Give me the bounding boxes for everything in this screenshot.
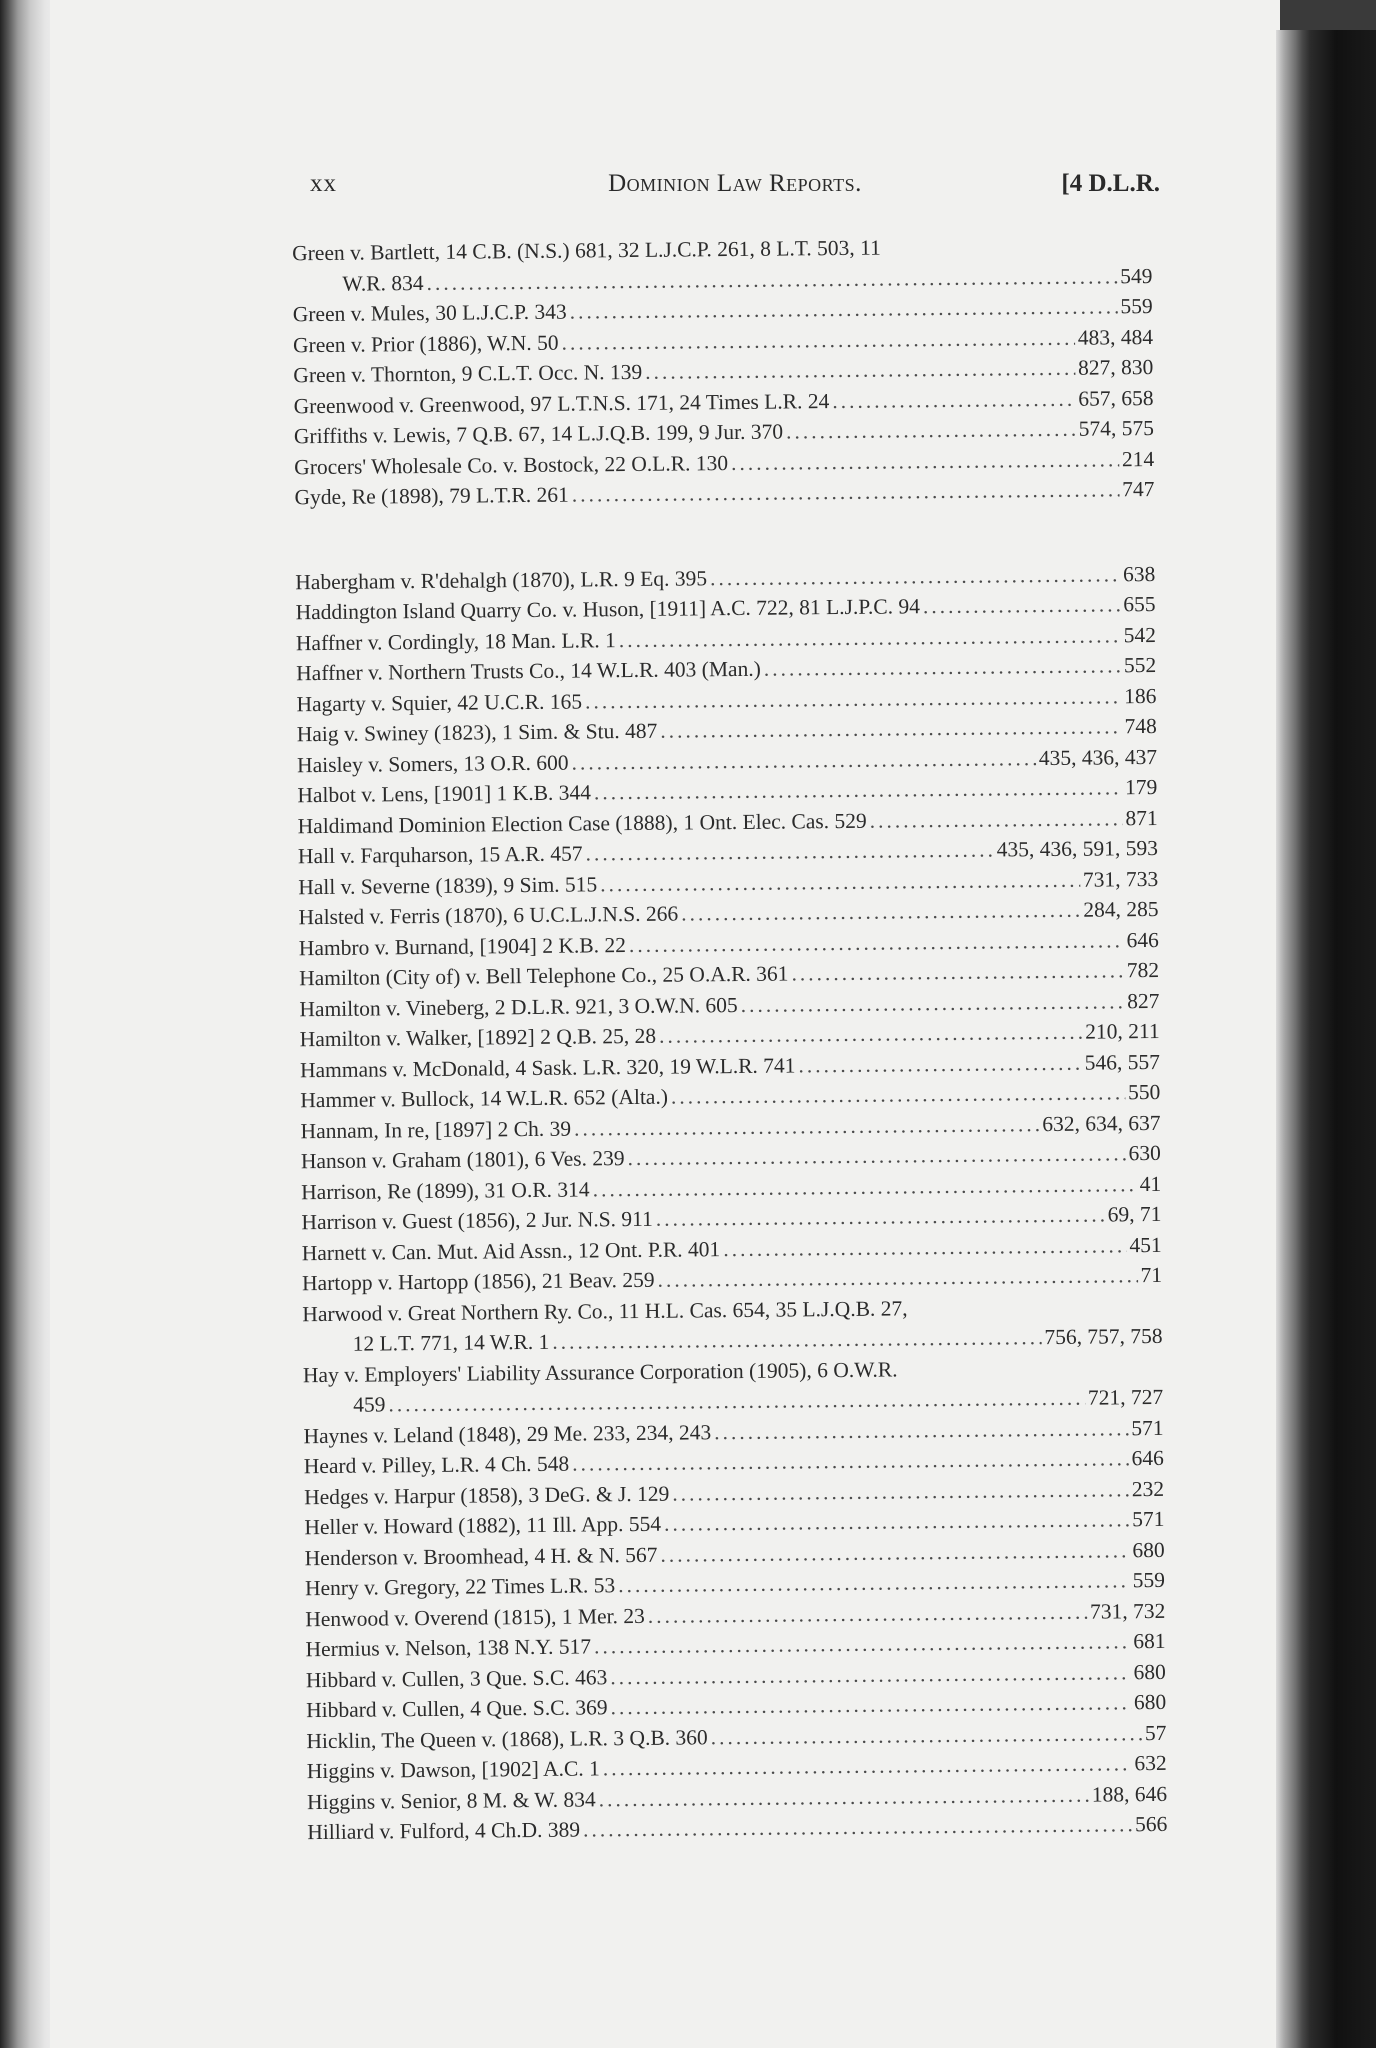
page-number: xx xyxy=(310,170,337,197)
entry-citation: Haig v. Swiney (1823), 1 Sim. & Stu. 487 xyxy=(296,718,658,747)
page-reference: 782 xyxy=(1126,957,1160,983)
dot-leader xyxy=(731,444,1119,478)
page-reference: 451 xyxy=(1129,1232,1162,1257)
entry-citation: Grocers' Wholesale Co. v. Bostock, 22 O.L.R. 130 xyxy=(294,450,729,479)
entry-citation: Haffner v. Northern Trusts Co., 14 W.L.R. 403 (Man.) xyxy=(296,656,761,686)
dot-leader xyxy=(923,589,1121,621)
page-reference: 731, 732 xyxy=(1089,1598,1166,1624)
page-reference: 546, 557 xyxy=(1084,1049,1161,1075)
page-reference: 731, 733 xyxy=(1082,866,1159,892)
entry-citation: Halsted v. Ferris (1870), 6 U.C.L.J.N.S. 266 xyxy=(298,901,679,930)
entry-citation: Henwood v. Overend (1815), 1 Mer. 23 xyxy=(305,1603,645,1631)
page-reference: 550 xyxy=(1127,1079,1161,1105)
entry-citation: Henry v. Gregory, 22 Times L.R. 53 xyxy=(304,1573,616,1601)
dot-leader xyxy=(681,895,1080,929)
page-reference: 552 xyxy=(1123,652,1157,678)
page-reference: 680 xyxy=(1132,1537,1165,1562)
index-group xyxy=(295,558,1167,1847)
entry-citation: Hamilton (City of) v. Bell Telephone Co., 25 O.A.R. 361 xyxy=(299,961,789,991)
entry-citation: Green v. Prior (1886), W.N. 50 xyxy=(292,330,559,357)
page-reference: 655 xyxy=(1123,591,1156,617)
entry-citation: Halbot v. Lens, [1901] 1 K.B. 344 xyxy=(297,780,592,808)
dot-leader xyxy=(741,986,1125,1020)
entry-citation: Hamilton v. Vineberg, 2 D.L.R. 921, 3 O.W.N. 605 xyxy=(299,992,738,1021)
dot-leader xyxy=(660,1535,1129,1570)
entry-citation: Hambro v. Burnand, [1904] 2 K.B. 22 xyxy=(298,932,626,960)
dot-leader xyxy=(672,1474,1129,1509)
dot-leader xyxy=(660,711,1121,746)
dot-leader xyxy=(571,743,1035,778)
index-entry xyxy=(292,230,1153,299)
entry-citation: Hicklin, The Queen v. (1868), L.R. 3 Q.B. 360 xyxy=(306,1724,708,1753)
page-reference: 680 xyxy=(1133,1659,1166,1684)
dot-leader xyxy=(648,1596,1087,1631)
entry-citation: Harrison, Re (1899), 31 O.R. 314 xyxy=(301,1176,590,1204)
entry-citation: Higgins v. Senior, 8 M. & W. 834 xyxy=(306,1786,596,1814)
entry-citation: Hagarty v. Squier, 42 U.C.R. 165 xyxy=(296,688,583,716)
page-reference: 680 xyxy=(1133,1689,1167,1715)
page-reference: 41 xyxy=(1139,1171,1162,1196)
dot-leader xyxy=(618,1565,1130,1600)
page-reference: 632, 634, 637 xyxy=(1042,1110,1161,1136)
dot-leader xyxy=(659,1017,1083,1052)
entry-citation: Hamilton v. Walker, [1892] 2 Q.B. 25, 28 xyxy=(299,1023,657,1052)
page-reference: 179 xyxy=(1124,774,1158,800)
page-reference: 284, 285 xyxy=(1083,896,1159,922)
page-reference: 542 xyxy=(1123,622,1156,647)
dot-leader xyxy=(656,1200,1105,1235)
entry-citation: Green v. Mules, 30 L.J.C.P. 343 xyxy=(292,299,567,327)
page-reference: 748 xyxy=(1124,713,1157,739)
entry-citation: Hilliard v. Fulford, 4 Ch.D. 389 xyxy=(307,1817,581,1845)
entry-citation: Haffner v. Cordingly, 18 Man. L.R. 1 xyxy=(295,627,616,655)
entry-citation: Hartopp v. Hartopp (1856), 21 Beav. 259 xyxy=(301,1267,655,1296)
entry-citation: Hibbard v. Cullen, 4 Que. S.C. 369 xyxy=(306,1695,608,1723)
page-reference: 214 xyxy=(1121,446,1155,471)
dot-leader xyxy=(585,835,993,869)
entry-citation: Gyde, Re (1898), 79 L.T.R. 261 xyxy=(294,482,569,510)
entry-citation: Hibbard v. Cullen, 3 Que. S.C. 463 xyxy=(305,1664,608,1692)
dot-leader xyxy=(870,803,1123,836)
page-reference: 871 xyxy=(1125,805,1158,830)
entry-citation: Hermius v. Nelson, 138 N.Y. 517 xyxy=(305,1634,592,1662)
dot-leader xyxy=(645,353,1075,388)
page-reference: 232 xyxy=(1131,1476,1165,1501)
entry-citation: Hanson v. Graham (1801), 6 Ves. 239 xyxy=(300,1146,625,1174)
page-reference: 646 xyxy=(1131,1445,1164,1471)
volume-label: [4 D.L.R. xyxy=(1061,170,1160,197)
entry-citation: 12 L.T. 771, 14 W.R. 1 xyxy=(352,1329,550,1356)
page-reference: 646 xyxy=(1126,927,1159,952)
page-reference: 747 xyxy=(1122,476,1155,502)
entry-citation: Hammans v. McDonald, 4 Sask. L.R. 320, 19 W.L.R. 741 xyxy=(299,1052,796,1082)
entry-citation: Haynes v. Leland (1848), 29 Me. 233, 234, 243 xyxy=(303,1419,712,1448)
running-header xyxy=(310,170,1160,210)
dot-leader xyxy=(552,1322,1041,1357)
entry-citation: Henderson v. Broomhead, 4 H. & N. 567 xyxy=(304,1542,658,1570)
entry-citation: Hall v. Severne (1839), 9 Sim. 515 xyxy=(298,871,598,899)
dot-leader xyxy=(657,1260,1137,1295)
dot-leader xyxy=(798,1047,1082,1080)
dot-leader xyxy=(714,1413,1128,1447)
entry-citation: W.R. 834 xyxy=(342,270,424,296)
page-reference: 559 xyxy=(1132,1567,1166,1593)
dot-leader xyxy=(599,1779,1089,1814)
dot-leader xyxy=(594,772,1122,808)
page-reference: 574, 575 xyxy=(1078,415,1155,441)
dot-leader xyxy=(561,322,1074,357)
entry-citation: Hammer v. Bullock, 14 W.L.R. 652 (Alta.) xyxy=(300,1084,669,1113)
entry-citation: Greenwood v. Greenwood, 97 L.T.N.S. 171, 24 Times L.R. 24 xyxy=(293,388,830,418)
entry-citation: Hedges v. Harpur (1858), 3 DeG. & J. 129 xyxy=(304,1481,670,1509)
page-reference: 210, 211 xyxy=(1085,1018,1160,1044)
page-reference: 71 xyxy=(1140,1262,1163,1288)
page-reference: 186 xyxy=(1124,683,1157,708)
page-reference: 827, 830 xyxy=(1077,354,1154,380)
entry-citation: Heard v. Pilley, L.R. 4 Ch. 548 xyxy=(303,1451,570,1479)
page-reference: 630 xyxy=(1128,1140,1161,1166)
entry-citation: Heller v. Howard (1882), 11 Ill. App. 554 xyxy=(304,1511,662,1540)
page-reference: 571 xyxy=(1131,1415,1164,1440)
page-reference: 721, 727 xyxy=(1087,1384,1164,1410)
dot-leader xyxy=(664,1504,1129,1539)
entry-citation: Higgins v. Dawson, [1902] A.C. 1 xyxy=(306,1756,600,1784)
entry-citation: Harrison v. Guest (1856), 2 Jur. N.S. 911 xyxy=(301,1206,653,1235)
page-reference: 632 xyxy=(1134,1750,1167,1776)
entry-citation: Hannam, In re, [1897] 2 Ch. 39 xyxy=(300,1116,572,1143)
entry-citation: Harnett v. Can. Mut. Aid Assn., 12 Ont. P.R. 401 xyxy=(301,1236,721,1265)
index-entry xyxy=(302,1290,1163,1359)
entry-text-line: Hay v. Employers' Liability Assurance Corporation (1905), 6 O.W.R. xyxy=(302,1356,898,1387)
page-reference: 756, 757, 758 xyxy=(1044,1323,1163,1350)
entry-citation: Haisley v. Somers, 13 O.R. 600 xyxy=(296,750,569,777)
page-title: Dominion Law Reports. xyxy=(608,170,862,197)
dot-leader xyxy=(610,1687,1131,1722)
page-reference: 435, 436, 591, 593 xyxy=(996,835,1159,862)
dot-leader xyxy=(600,864,1080,899)
dot-leader xyxy=(786,414,1076,447)
page-reference: 57 xyxy=(1144,1720,1167,1745)
page-reference: 566 xyxy=(1134,1811,1168,1837)
entry-text-line: Green v. Bartlett, 14 C.B. (N.S.) 681, 32 L.J.C.P. 261, 8 L.T. 503, 11 xyxy=(292,235,881,266)
dot-leader xyxy=(791,955,1124,989)
entry-citation: 459 xyxy=(353,1392,386,1417)
dot-leader xyxy=(710,559,1120,593)
page-reference: 69, 71 xyxy=(1107,1201,1162,1227)
dot-leader xyxy=(610,1657,1131,1692)
dot-leader xyxy=(583,1809,1132,1845)
entry-citation: Green v. Thornton, 9 C.L.T. Occ. N. 139 xyxy=(293,359,643,388)
page-reference: 483, 484 xyxy=(1077,324,1154,350)
dot-leader xyxy=(574,1109,1040,1144)
index-entry xyxy=(303,1351,1164,1420)
dot-leader xyxy=(629,925,1124,960)
dot-leader xyxy=(723,1230,1127,1264)
dot-leader xyxy=(671,1077,1125,1112)
entry-citation: Griffiths v. Lewis, 7 Q.B. 67, 14 L.J.Q.B. 199, 9 Jur. 370 xyxy=(293,419,784,449)
dot-leader xyxy=(764,650,1121,684)
page-reference: 657, 658 xyxy=(1078,385,1154,411)
dot-leader xyxy=(627,1138,1125,1173)
dot-leader xyxy=(832,383,1075,416)
entry-citation: Hall v. Farquharson, 15 A.R. 457 xyxy=(297,841,583,869)
case-index xyxy=(292,230,1167,1848)
page-reference: 435, 436, 437 xyxy=(1038,744,1158,770)
dot-leader xyxy=(603,1748,1132,1784)
page-reference: 638 xyxy=(1122,561,1156,586)
entry-citation: Haldimand Dominion Election Case (1888), 1 Ont. Elec. Cas. 529 xyxy=(297,808,867,838)
page-reference: 827 xyxy=(1127,988,1160,1013)
page-reference: 559 xyxy=(1120,293,1153,319)
dot-leader xyxy=(572,474,1120,510)
entry-citation: Haddington Island Quarry Co. v. Huson, [1911] A.C. 722, 81 L.J.P.C. 94 xyxy=(295,594,920,625)
index-group xyxy=(292,230,1155,513)
dot-leader xyxy=(619,620,1121,655)
page-reference: 549 xyxy=(1120,263,1153,288)
page-reference: 571 xyxy=(1132,1506,1165,1532)
dot-leader xyxy=(711,1718,1142,1753)
page-reference: 681 xyxy=(1133,1628,1166,1654)
book-binding-right xyxy=(1276,30,1376,2048)
entry-text-line: Harwood v. Great Northern Ry. Co., 11 H.L. Cas. 654, 35 L.J.Q.B. 27, xyxy=(302,1295,908,1326)
entry-citation: Habergham v. R'dehalgh (1870), L.R. 9 Eq. 395 xyxy=(295,565,708,594)
page-reference: 188, 646 xyxy=(1091,1781,1168,1807)
